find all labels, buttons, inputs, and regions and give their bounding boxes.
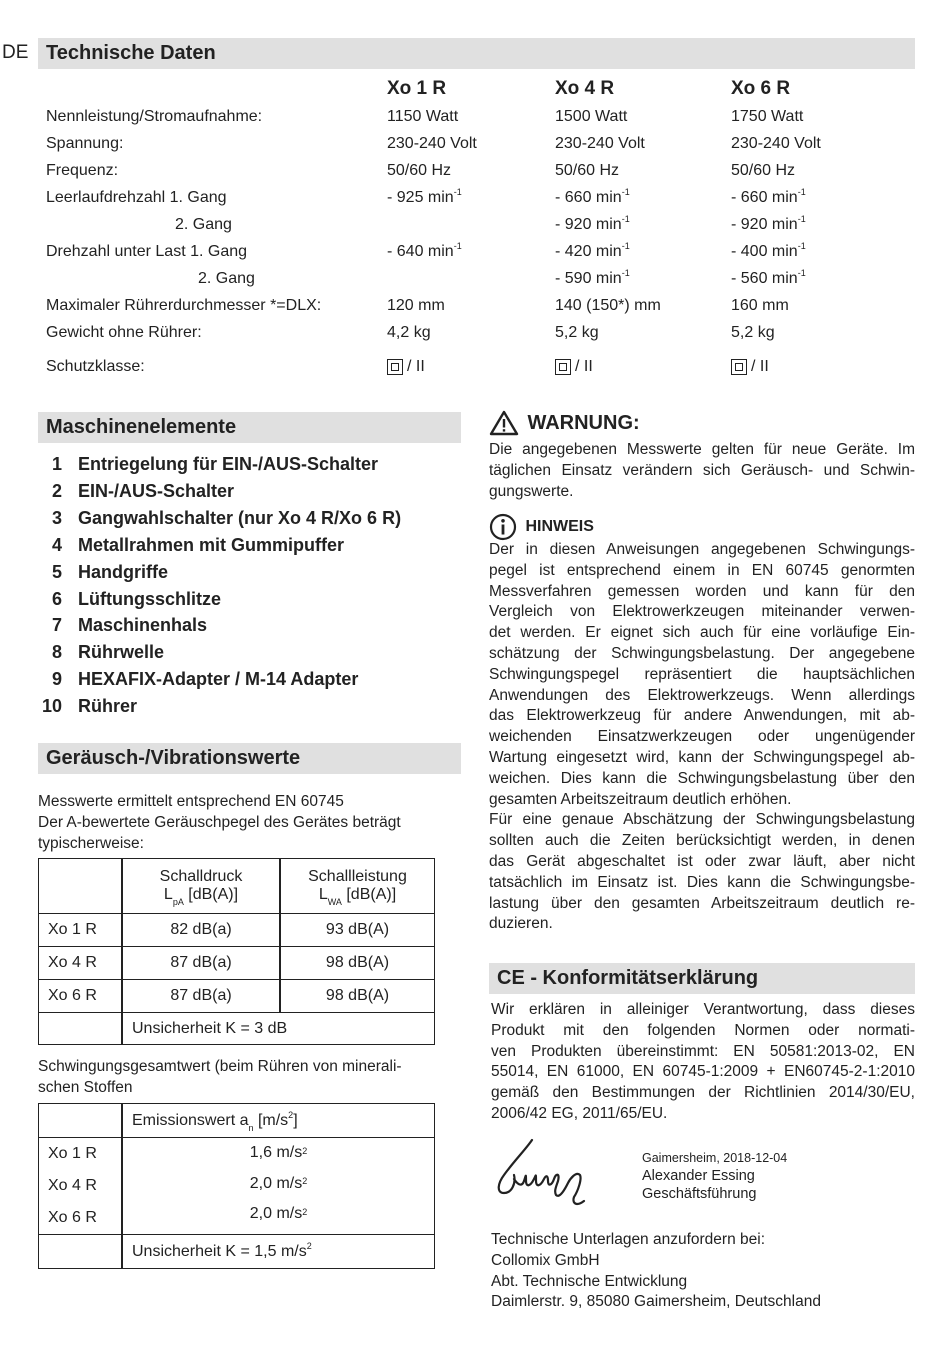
unit-exponent: -1 [621,241,630,251]
element-number: 3 [51,507,62,528]
technical-data-title: Technische Daten [46,42,216,64]
text-line: det werden. Er eignet sich auch für eine vorläufige Ein- [489,624,915,642]
text-line: gesamten Arbeitszeitraum deutlich erhöhen. [489,790,792,808]
unit-exponent: -1 [797,268,806,278]
element-label: Lüftungsschlitze [78,588,221,609]
text-line: Vergleich von Elektrowerkzeugen miteinander verwen- [489,603,915,621]
protection-class-label: Schutzklasse: [46,358,145,375]
text-line: gemäß den Bestimmungen der Richtlinien 2014/30/EU, [491,1084,915,1102]
spec-value-2: - 590 $\min^{-1}$ [555,268,630,287]
text-line: Collomix GmbH [491,1251,600,1269]
spec-value-3: 5,2 kg [731,324,775,341]
text-line: tatsächlich im Einsatz ist. Dies kann die Schwingungsbe- [489,873,915,891]
spec-value-1: - 925 $\min^{-1}$ [387,187,462,206]
text-line: Schwingungspegel repräsentiert die hauptsächlichen [489,665,915,683]
element-number: 6 [51,588,62,609]
element-label: Rührwelle [78,642,165,663]
signer-name: Alexander Essing [642,1168,755,1184]
text-line: Die angegebenen Messwerte gelten für neue Geräte. Im [489,441,915,458]
section-header-ce [489,963,915,994]
table-row [39,1235,435,1269]
section-header-machine-elements [38,412,461,443]
col-header-sound-power: Schallleistung LWA [dB(A)] [280,859,435,914]
noise-table [38,858,435,1045]
noise-vibration-title: Geräusch-/Vibrationswerte [46,747,301,769]
warning-heading [489,410,640,440]
hint-heading [489,513,594,543]
spec-label: Nennleistung/Stromaufnahme: [46,108,263,125]
spec-value-3: - 400 $\min^{-1}$ [731,241,806,260]
signer-role: Geschäftsführung [642,1186,757,1202]
text-line: sollten auch die Zeiten berücksichtigt werden, in denen [489,832,915,850]
hint-title: HINWEIS [525,518,594,535]
element-number: 10 [41,696,62,717]
warning-title: WARNUNG: [527,411,640,434]
hint-text [489,540,915,935]
table-row: Xo 1 R 82 dB(a) 93 dB(A) [39,914,435,947]
warning-triangle-icon [489,410,519,436]
text-line: Für eine genaue Abschätzung der Schwingungsbelastung [489,811,915,829]
protection-class-value-2: / II [555,358,593,376]
spec-value-3: - 560 $\min^{-1}$ [731,268,806,287]
spec-label: Leerlaufdrehzahl 1. Gang [46,189,227,206]
protection-class-icon [555,359,571,375]
spec-label: Spannung: [46,135,124,152]
text-line: pegel ist entsprechend einem in EN 60745 genormten [489,561,915,579]
table-row: Xo 4 R 87 dB(a) 98 dB(A) [39,947,435,980]
spec-value-1: 4,2 kg [387,324,431,341]
spec-value-3: 1750 Watt [731,108,804,125]
spec-value-2: 1500 Watt [555,108,628,125]
model-heading-3: Xo 6 R [731,78,791,99]
vibration-uncertainty: Unsicherheit K = 1,5 $m/s^2$ [122,1235,435,1269]
table-row: Xo 6 R 87 dB(a) 98 dB(A) [39,980,435,1013]
spec-value-1: - 640 $\min^{-1}$ [387,241,462,260]
unit-exponent: -1 [621,214,630,224]
spec-value-2: 230-240 Volt [555,135,645,152]
spec-label: Drehzahl unter Last 1. Gang [46,243,248,260]
spec-label: 2. Gang [198,270,255,287]
spec-label: Gewicht ohne Rührer: [46,324,202,341]
unit-exponent: -1 [621,187,630,197]
language-tag: DE [2,42,29,63]
section-header-technical-data [38,38,915,69]
text-line: täglichen Einsatz verändern sich Geräusch- und Schwin- [489,461,915,479]
protection-class-icon [731,359,747,375]
text-line: das Elektrowerkzeug für andere Anwendungen, mit ab- [489,707,915,725]
text-line: Der in diesen Anweisungen angegebenen Schwingungs- [489,541,915,558]
text-line: lastung über den gesamten Arbeitszeitraum deutlich re- [489,894,915,912]
table-row: Xo 1 R Xo 4 R Xo 6 R 1,6 $m/s^2$ 2,0 $m/s^2$ 2,0 $m/s^2$ [39,1138,435,1235]
spec-value-3: 230-240 Volt [731,135,821,152]
text-line: Wartung eingesetzt wird, kann der Schwingungspegel ab- [489,748,915,766]
element-label: Entriegelung für EIN-/AUS-Schalter [78,454,379,474]
unit-exponent: -1 [797,241,806,251]
spec-label: Maximaler Rührerdurchmesser *=DLX: [46,297,322,314]
element-number: 4 [51,534,62,555]
element-number: 9 [51,669,62,690]
spec-label: 2. Gang [175,216,232,233]
spec-value-2: 50/60 Hz [555,162,620,179]
text-line: weichenden Einsatzwerkzeugen oder ungenügender [489,728,915,746]
spec-value-3: - 660 $\min^{-1}$ [731,187,806,206]
text-line: schätzung der Schwingungsbelastung. Der angegebene [489,644,915,662]
col-header-sound-pressure: Schalldruck LpA [dB(A)] [122,859,280,914]
protection-class-value-1: / II [387,358,425,376]
model-heading-2: Xo 4 R [555,78,615,99]
ce-declaration-text [491,1000,915,1125]
spec-value-3: 160 mm [731,297,789,314]
machine-elements-title: Maschinenelemente [46,416,237,438]
text-line: 55014, EN 61000, EN 60745-1:2009 + EN60745-2-1:2010 [491,1063,915,1081]
text-line: gungswerte. [489,482,574,500]
unit-exponent: -1 [797,214,806,224]
element-label: Rührer [78,696,138,717]
text-line: Technische Unterlagen anzufordern bei: [491,1231,766,1248]
spec-value-2: - 420 $\min^{-1}$ [555,241,630,260]
element-number: 1 [51,454,62,474]
model-heading-1: Xo 1 R [387,78,447,99]
unit-exponent: -1 [797,187,806,197]
spec-value-2: 140 (150*) mm [555,297,661,314]
warning-text [489,440,915,502]
section-header-noise-vibration [38,743,461,774]
element-label: Handgriffe [78,561,168,582]
element-number: 8 [51,642,62,663]
col-header-emission: Emissionswert an $[m/s^2]$ [122,1104,435,1138]
text-line: das Gerät abgeschaltet ist oder zwar läuft, aber nicht [489,852,915,870]
text-line: Abt. Technische Entwicklung [491,1272,688,1290]
noise-intro: Messwerte ermittelt entsprechend EN 60745 Der A-bewertete Geräuschpegel des Gerätes beträgt typischerweise: [38,793,401,852]
spec-value-3: - 920 $\min^{-1}$ [731,214,806,233]
info-icon [489,513,517,541]
spec-value-2: - 660 $\min^{-1}$ [555,187,630,206]
text-line: Daimlerstr. 9, 85080 Gaimersheim, Deutschland [491,1293,821,1311]
spec-label: Frequenz: [46,162,119,179]
vibration-intro: Schwingungsgesamtwert (beim Rühren von minerali- schen Stoffen [38,1058,402,1096]
text-line: Produkt mit den folgenden Normen oder normati- [491,1021,915,1039]
spec-value-2: 5,2 kg [555,324,599,341]
element-label: EIN-/AUS-Schalter [78,480,235,501]
protection-class-icon [387,359,403,375]
unit-exponent: -1 [621,268,630,278]
text-line: Wir erklären in alleiniger Verantwortung, dass dieses [491,1001,915,1018]
element-label: HEXAFIX-Adapter / M-14 Adapter [78,669,359,690]
ce-title: CE - Konformitätserklärung [497,967,759,989]
table-row [39,1013,435,1045]
element-number: 7 [51,615,62,636]
text-line: 2006/42 EG, 2011/65/EU. [491,1104,668,1122]
element-label: Metallrahmen mit Gummipuffer [78,534,345,555]
text-line: ven Produkten übereinstimmt: EN 50581:2013-02, EN [491,1042,915,1060]
unit-exponent: -1 [453,241,462,251]
ce-docs-address [491,1230,915,1313]
unit-exponent: -1 [453,187,462,197]
element-label: Maschinenhals [78,615,208,636]
element-label: Gangwahlschalter (nur Xo 4 R/Xo 6 R) [78,507,402,528]
noise-uncertainty: Unsicherheit K = 3 dB [122,1013,435,1045]
spec-value-1: 1150 Watt [387,108,459,125]
text-line: duzieren. [489,915,553,933]
signature-image [492,1135,596,1215]
text-line: Messverfahren gemessen worden und kann für den [489,582,915,600]
spec-value-1: 230-240 Volt [387,135,477,152]
element-number: 5 [51,561,62,582]
spec-value-3: 50/60 Hz [731,162,796,179]
spec-value-2: - 920 $\min^{-1}$ [555,214,630,233]
text-line: Anwendungen des Elektrowerkzeugs. Wenn allerdings [489,686,915,704]
element-number: 2 [51,480,62,501]
spec-value-1: 120 mm [387,297,445,314]
vibration-table [38,1103,435,1269]
spec-value-1: 50/60 Hz [387,162,452,179]
text-line: weichen. Dies kann die Schwingungsbelastung über den [489,769,915,787]
place-date: Gaimersheim, 2018-12-04 [642,1151,788,1165]
protection-class-value-3: / II [731,358,769,376]
